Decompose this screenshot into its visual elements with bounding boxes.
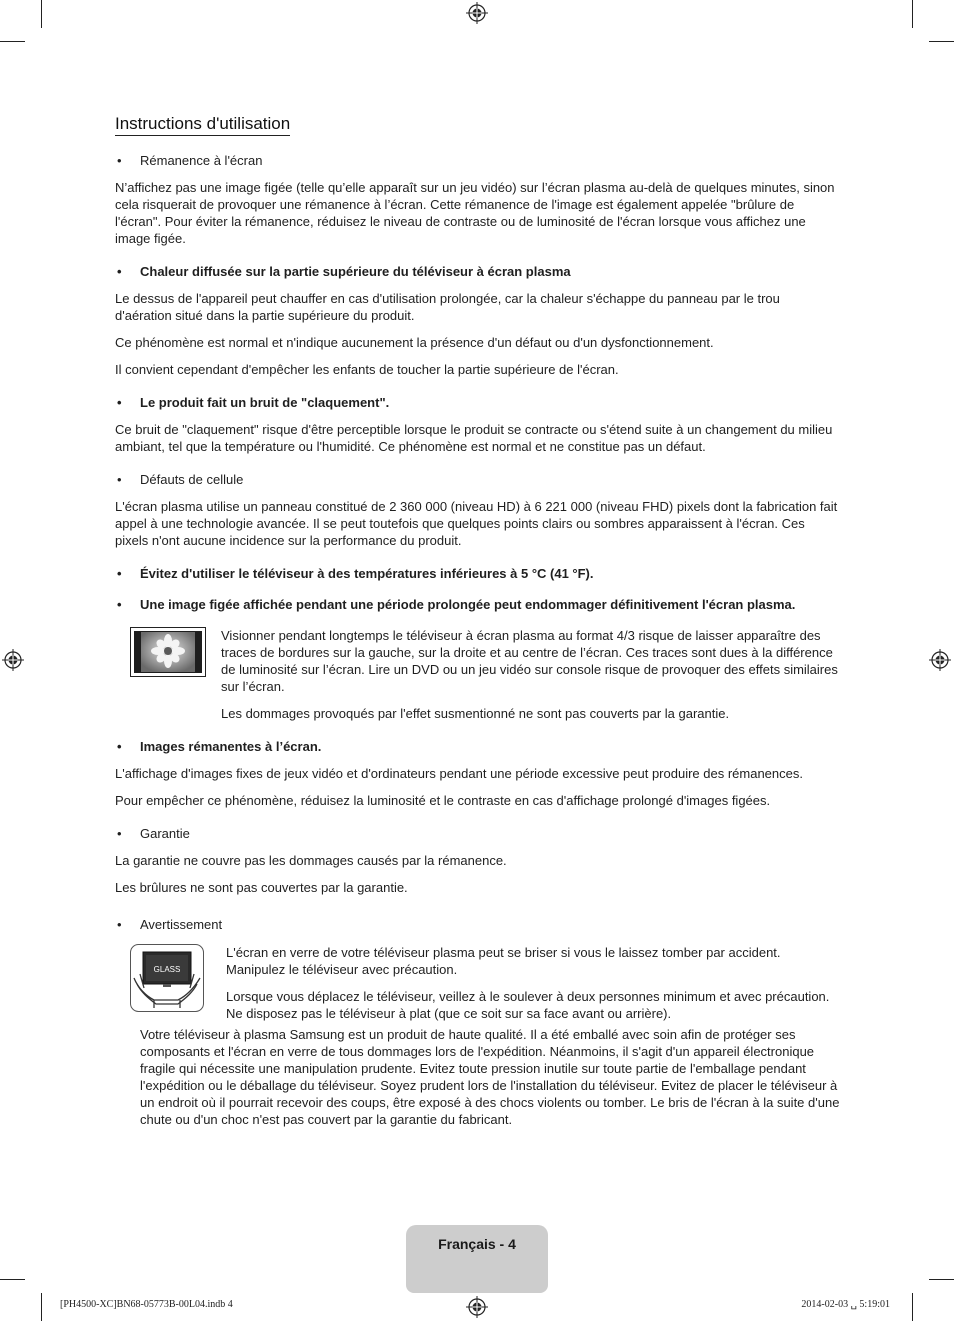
bullet-heading: • Chaleur diffusée sur la partie supérieure du téléviseur à écran plasma bbox=[115, 263, 840, 280]
section-cracking-noise bbox=[115, 394, 840, 455]
section-temperature bbox=[115, 565, 840, 582]
bullet-heading: • Avertissement bbox=[115, 916, 840, 933]
warning-text bbox=[226, 944, 840, 1022]
section-warning bbox=[115, 916, 840, 1128]
crop-mark bbox=[912, 1293, 913, 1321]
crop-mark bbox=[41, 1293, 42, 1321]
crop-mark bbox=[929, 1279, 954, 1280]
print-slug-right: 2014-02-03 ␣ 5:19:01 bbox=[801, 1299, 890, 1310]
section-heat bbox=[115, 263, 840, 378]
section-remanence bbox=[115, 152, 840, 247]
paragraph: Visionner pendant longtemps le téléviseur à écran plasma au format 4/3 risque de laisser apparaître des traces de bordures sur la gauche, sur la droite et au centre de l’écran. Ces traces sont dues à la différence de luminosité sur l’écran. Lire un DVD ou un jeu vidéo sur console risque de provoquer des effets similaires sur l’écran. bbox=[221, 628, 838, 694]
registration-mark-icon bbox=[929, 649, 951, 671]
registration-mark-icon bbox=[466, 2, 488, 24]
section-warranty bbox=[115, 825, 840, 896]
bullet-heading: • Le produit fait un bruit de "claquement". bbox=[115, 394, 840, 411]
glass-tv-hands-icon bbox=[130, 944, 204, 1016]
section-afterimages bbox=[115, 738, 840, 809]
page-number-tab bbox=[406, 1225, 548, 1293]
crop-mark bbox=[0, 1279, 25, 1280]
paragraph: Les dommages provoqués par l'effet susmentionné ne sont pas couverts par la garantie. bbox=[221, 706, 730, 721]
paragraph: L'écran en verre de votre téléviseur plasma peut se briser si vous le laissez tomber par accident. Manipulez le téléviseur avec précaution. bbox=[226, 945, 781, 977]
print-slug-left: [PH4500-XC]BN68-05773B-00L04.indb 4 bbox=[60, 1299, 233, 1310]
page-label: Français - 4 bbox=[438, 1236, 516, 1252]
crop-mark bbox=[41, 0, 42, 28]
paragraph: L'écran plasma utilise un panneau constitué de 2 360 000 (niveau HD) à 6 221 000 (niveau FHD) pixels dont la fabrication fait appel à une technologie avancée. Il se peut toutefois que quelques points clairs ou sombres apparaissent à l'écran. Ces pixels n'ont aucune incidence sur la performance du produit. bbox=[115, 499, 838, 548]
bullet-heading: • Défauts de cellule bbox=[115, 471, 840, 488]
paragraph: Ce bruit de "claquement" risque d'être perceptible lorsque le produit se contracte ou s'étend suite à un changement du milieu ambiant, tel que la température ou l'humidité. Ce phénomène est normal et ne constitue pas un défaut. bbox=[115, 422, 833, 454]
registration-mark-icon bbox=[2, 649, 24, 671]
still-image-text bbox=[221, 627, 840, 722]
bullet-heading: • Garantie bbox=[115, 825, 840, 842]
crop-mark bbox=[0, 41, 25, 42]
registration-mark-icon bbox=[466, 1296, 488, 1318]
bullet-heading: • Rémanence à l'écran bbox=[115, 152, 840, 169]
paragraph: Les brûlures ne sont pas couvertes par la garantie. bbox=[115, 880, 408, 895]
paragraph: Pour empêcher ce phénomène, réduisez la luminosité et le contraste en cas d'affichage prolongé d'images figées. bbox=[115, 793, 771, 808]
paragraph: L'affichage d'images fixes de jeux vidéo et d'ordinateurs pendant une période excessive peut produire des rémanences. bbox=[115, 766, 803, 781]
still-image-figure-row bbox=[130, 627, 840, 722]
bullet-heading: • Évitez d'utiliser le téléviseur à des températures inférieures à 5 °C (41 °F). bbox=[115, 565, 840, 582]
bullet-heading: • Images rémanentes à l’écran. bbox=[115, 738, 840, 755]
warning-figure-row bbox=[130, 944, 840, 1022]
paragraph: Lorsque vous déplacez le téléviseur, veillez à le soulever à deux personnes minimum et avec précaution. Ne disposez pas le téléviseur à plat (que ce soit sur sa face avant ou arrière). bbox=[226, 989, 830, 1021]
section-still-image bbox=[115, 596, 840, 722]
svg-text:GLASS: GLASS bbox=[153, 965, 181, 974]
paragraph: La garantie ne couvre pas les dommages causés par la rémanence. bbox=[115, 853, 507, 868]
page-title: Instructions d'utilisation bbox=[115, 113, 290, 136]
bullet-heading: • Une image figée affichée pendant une période prolongée peut endommager définitivement l'écran plasma. bbox=[115, 596, 840, 613]
section-cell-defects bbox=[115, 471, 840, 549]
paragraph: Le dessus de l'appareil peut chauffer en cas d'utilisation prolongée, car la chaleur s'échappe du panneau par le trou d'aération situé dans la partie supérieure du produit. bbox=[115, 291, 780, 323]
crop-mark bbox=[912, 0, 913, 28]
tv-flower-image-icon bbox=[130, 627, 206, 681]
paragraph: Ce phénomène est normal et n'indique aucunement la présence d'un défaut ou d'un dysfonctionnement. bbox=[115, 335, 714, 350]
paragraph: N’affichez pas une image figée (telle qu’elle apparaît sur un jeu vidéo) sur l’écran plasma au-delà de quelques minutes, sinon cela risquerait de provoquer une rémanence à l’écran. Cette rémanence de l'image est également appelée "brûlure de l'écran". Pour éviter la rémanence, réduisez le niveau de contraste ou de luminosité de l'écran lorsque vous affichez une image figée. bbox=[115, 180, 835, 246]
page-content bbox=[115, 113, 840, 1144]
warning-body: Votre téléviseur à plasma Samsung est un produit de haute qualité. Il a été emballé avec soin afin de protéger ses composants et l'écran en verre de tous dommages lors de l'expédition. Néanmoins, il s'agit d'un appareil électronique fragile qui nécessite une manipulation prudente. Evitez toute pression inutile sur toute partie de l'emballage pendant l'expédition ou le déballage du téléviseur. Soyez prudent lors de l'installation du téléviseur. Evitez de placer le téléviseur à un endroit où il pourrait recevoir des coups, être exposé à des chocs violents ou tomber. Le bris de l'écran à la suite d'une chute ou d'un choc n'est pas couvert par la garantie du fabricant. bbox=[140, 1027, 840, 1127]
paragraph: Il convient cependant d'empêcher les enfants de toucher la partie supérieure de l'écran. bbox=[115, 362, 619, 377]
crop-mark bbox=[929, 41, 954, 42]
